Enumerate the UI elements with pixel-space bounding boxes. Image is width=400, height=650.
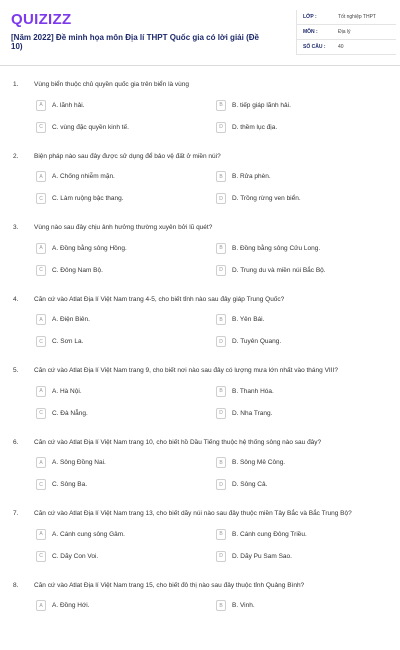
question-item (0, 293, 400, 365)
meta-label: MÔN : (303, 29, 338, 35)
answer-option[interactable] (36, 313, 90, 327)
question-text: Vùng biển thuộc chủ quyền quốc gia trên biển là vùng (34, 81, 389, 88)
option-text: A. Hà Nội. (52, 388, 82, 395)
option-text: D. Tuyên Quang. (232, 338, 281, 345)
meta-value: Địa lý (338, 29, 351, 35)
option-letter-box: C (36, 479, 46, 490)
option-text: A. Đồng Hới. (52, 602, 90, 609)
answer-option[interactable] (216, 527, 307, 541)
answer-option[interactable] (216, 120, 277, 134)
answer-option[interactable] (216, 335, 281, 349)
option-letter-box: B (216, 314, 226, 325)
question-number: 4. (13, 296, 18, 303)
option-letter-box: B (216, 100, 226, 111)
option-letter-box: C (36, 265, 46, 276)
option-letter-box: B (216, 529, 226, 540)
meta-table (296, 10, 396, 55)
option-letter-box: D (216, 408, 226, 419)
option-text: A. Sông Đồng Nai. (52, 459, 106, 466)
question-text: Căn cứ vào Atlat Địa lí Việt Nam trang 4-5, cho biết tỉnh nào sau đây giáp Trung Quốc? (34, 296, 389, 303)
option-letter-box: B (216, 600, 226, 611)
option-text: A. Chống nhiễm mặn. (52, 173, 115, 180)
answer-option[interactable] (36, 170, 115, 184)
option-letter-box: C (36, 408, 46, 419)
option-text: B. tiếp giáp lãnh hải. (232, 102, 291, 109)
question-text: Căn cứ vào Atlat Địa lí Việt Nam trang 9, cho biết nơi nào sau đây có lượng mưa lớn nhất vào tháng VIII? (34, 367, 389, 374)
option-letter-box: C (36, 122, 46, 133)
question-item (0, 78, 400, 150)
option-text: D. thềm lục địa. (232, 124, 277, 131)
answer-option[interactable] (36, 406, 88, 420)
question-text: Căn cứ vào Atlat Địa lí Việt Nam trang 10, cho biết hồ Dầu Tiếng thuộc hệ thống sông nào sau đây? (34, 439, 389, 446)
option-text: C. Đông Nam Bộ. (52, 267, 103, 274)
option-text: B. Yên Bái. (232, 316, 264, 323)
answer-option[interactable] (216, 478, 267, 492)
answer-option[interactable] (36, 478, 87, 492)
option-text: B. Sông Mê Công. (232, 459, 285, 466)
option-letter-box: D (216, 265, 226, 276)
option-letter-box: B (216, 243, 226, 254)
option-letter-box: C (36, 336, 46, 347)
answer-option[interactable] (216, 241, 320, 255)
question-text: Vùng nào sau đây chịu ảnh hưởng thường xuyên bởi lũ quét? (34, 224, 389, 231)
question-number: 6. (13, 439, 18, 446)
meta-value: Tốt nghiệp THPT (338, 14, 376, 20)
meta-row-count (297, 40, 396, 55)
option-text: D. Trung du và miền núi Bắc Bộ. (232, 267, 326, 274)
option-letter-box: D (216, 551, 226, 562)
option-text: C. Dãy Con Voi. (52, 553, 98, 560)
option-text: B. Rửa phèn. (232, 173, 271, 180)
option-letter-box: A (36, 457, 46, 468)
option-text: D. Trồng rừng ven biển. (232, 195, 301, 202)
question-item (0, 436, 400, 508)
answer-option[interactable] (36, 549, 98, 563)
option-text: B. Đồng bằng sông Cửu Long. (232, 245, 320, 252)
option-text: C. Sơn La. (52, 338, 83, 345)
question-list (0, 78, 400, 650)
question-item (0, 364, 400, 436)
option-letter-box: D (216, 122, 226, 133)
option-text: C. Làm ruộng bậc thang. (52, 195, 124, 202)
option-text: A. Điện Biên. (52, 316, 90, 323)
option-letter-box: B (216, 457, 226, 468)
question-number: 1. (13, 81, 18, 88)
option-text: A. lãnh hải. (52, 102, 85, 109)
answer-option[interactable] (216, 170, 271, 184)
option-text: A. Đồng bằng sông Hồng. (52, 245, 127, 252)
option-text: B. Cánh cung Đông Triều. (232, 531, 307, 538)
option-letter-box: D (216, 479, 226, 490)
question-text: Biện pháp nào sau đây được sử dụng để bảo vệ đất ở miền núi? (34, 153, 389, 160)
answer-option[interactable] (216, 192, 301, 206)
answer-option[interactable] (36, 263, 103, 277)
option-text: C. Sông Ba. (52, 481, 87, 488)
meta-label: SỐ CÂU : (303, 44, 338, 50)
option-letter-box: A (36, 529, 46, 540)
page-title: [Năm 2022] Đề minh họa môn Địa lí THPT Quốc gia có lời giải (Đề 10) (11, 33, 261, 51)
answer-option[interactable] (216, 549, 292, 563)
meta-value: 40 (338, 44, 344, 50)
question-number: 3. (13, 224, 18, 231)
question-number: 5. (13, 367, 18, 374)
option-text: A. Cánh cung sông Gâm. (52, 531, 125, 538)
question-item (0, 221, 400, 293)
option-letter-box: A (36, 600, 46, 611)
answer-option[interactable] (36, 241, 127, 255)
option-letter-box: C (36, 551, 46, 562)
option-text: B. Thanh Hóa. (232, 388, 274, 395)
option-text: D. Nha Trang. (232, 410, 272, 417)
answer-option[interactable] (36, 335, 83, 349)
answer-option[interactable] (36, 192, 124, 206)
answer-option[interactable] (216, 456, 285, 470)
answer-option[interactable] (36, 120, 129, 134)
answer-option[interactable] (216, 599, 255, 613)
page-header (0, 0, 400, 60)
option-text: D. Sông Cả. (232, 481, 267, 488)
question-number: 7. (13, 510, 18, 517)
answer-option[interactable] (36, 98, 85, 112)
question-number: 2. (13, 153, 18, 160)
question-number: 8. (13, 582, 18, 589)
quizizz-logo: QUIZIZZ (11, 11, 71, 28)
question-item (0, 507, 400, 579)
option-letter-box: A (36, 100, 46, 111)
answer-option[interactable] (36, 456, 106, 470)
question-text: Căn cứ vào Atlat Địa lí Việt Nam trang 13, cho biết dãy núi nào sau đây thuộc miền Tây Bắc và Bắc Trung Bộ? (34, 510, 389, 517)
answer-option[interactable] (216, 384, 274, 398)
answer-option[interactable] (36, 599, 90, 613)
question-item (0, 579, 400, 650)
option-text: D. Dãy Pu Sam Sao. (232, 553, 292, 560)
question-item (0, 150, 400, 222)
option-letter-box: A (36, 314, 46, 325)
meta-label: LỚP : (303, 14, 338, 20)
option-letter-box: B (216, 171, 226, 182)
answer-option[interactable] (216, 313, 264, 327)
answer-option[interactable] (36, 384, 82, 398)
option-text: B. Vinh. (232, 602, 255, 609)
option-letter-box: D (216, 336, 226, 347)
option-letter-box: D (216, 193, 226, 204)
answer-option[interactable] (216, 406, 272, 420)
header-divider (0, 65, 400, 66)
answer-option[interactable] (216, 263, 326, 277)
option-text: C. vùng đặc quyền kinh tế. (52, 124, 129, 131)
question-text: Căn cứ vào Atlat Địa lí Việt Nam trang 15, cho biết đô thị nào sau đây thuộc tỉnh Quảng Bình? (34, 582, 389, 589)
option-letter-box: B (216, 386, 226, 397)
meta-row-class (297, 10, 396, 25)
answer-option[interactable] (36, 527, 125, 541)
option-letter-box: A (36, 171, 46, 182)
option-letter-box: C (36, 193, 46, 204)
option-letter-box: A (36, 243, 46, 254)
option-text: C. Đà Nẵng. (52, 410, 88, 417)
meta-row-subject (297, 25, 396, 40)
answer-option[interactable] (216, 98, 291, 112)
option-letter-box: A (36, 386, 46, 397)
